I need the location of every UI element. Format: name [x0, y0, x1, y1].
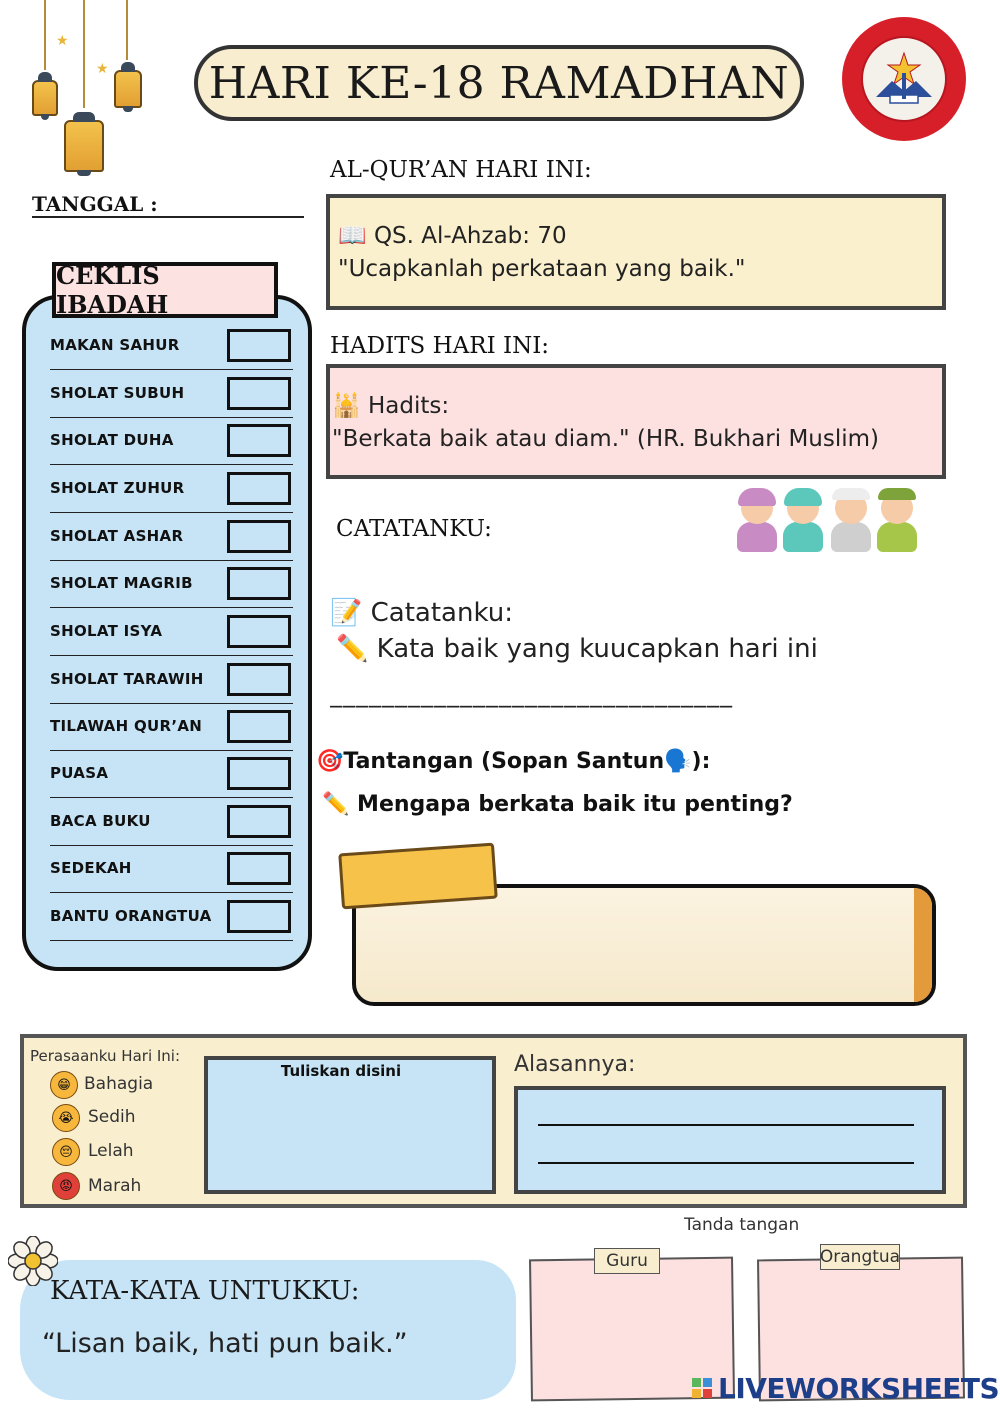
checklist-row — [50, 845, 293, 893]
checklist-item-label: SEDEKAH — [50, 859, 132, 877]
angry-face-icon[interactable]: 😡 — [52, 1172, 80, 1200]
reason-box[interactable] — [514, 1086, 946, 1194]
checklist-row — [50, 560, 293, 608]
tired-face-icon[interactable]: 😔 — [52, 1138, 80, 1166]
quran-reference: 📖 QS. Al-Ahzab: 70 — [338, 223, 567, 249]
teacher-tag: Guru — [594, 1248, 660, 1274]
checklist-row — [50, 893, 293, 941]
checklist-item-label: SHOLAT ASHAR — [50, 527, 184, 545]
checklist-checkbox[interactable] — [227, 615, 291, 648]
checklist-row — [50, 417, 293, 465]
checklist-checkbox[interactable] — [227, 520, 291, 553]
page-title: HARI KE-18 RAMADHAN — [208, 57, 790, 109]
checklist-row — [50, 322, 293, 370]
checklist-checkbox[interactable] — [227, 710, 291, 743]
date-label: TANGGAL : — [32, 192, 158, 216]
checklist-item-label: SHOLAT ZUHUR — [50, 479, 185, 497]
checklist-checkbox[interactable] — [227, 900, 291, 933]
feeling-label: Marah — [88, 1176, 142, 1196]
notes-heading: CATATANKU: — [336, 516, 492, 542]
star-icon: ★ — [96, 61, 109, 77]
feeling-label: Lelah — [88, 1141, 134, 1161]
liveworksheets-logo-icon — [692, 1378, 714, 1400]
checklist-checkbox[interactable] — [227, 805, 291, 838]
checklist-checkbox[interactable] — [227, 424, 291, 457]
hadits-heading: HADITS HARI INI: — [330, 333, 550, 359]
checklist-item-label: TILAWAH QUR’AN — [50, 717, 203, 735]
tape-decoration — [338, 843, 498, 910]
lantern-icon — [114, 70, 142, 108]
quran-box — [326, 194, 946, 310]
checklist-row — [50, 608, 293, 656]
notes-prompt: ✏️ Kata baik yang kuucapkan hari ini — [336, 634, 818, 664]
checklist-checkbox[interactable] — [227, 472, 291, 505]
checklist-checkbox[interactable] — [227, 329, 291, 362]
muslim-kids-illustration — [735, 488, 920, 554]
lantern-decoration — [28, 0, 158, 180]
checklist-item-label: SHOLAT MAGRIB — [50, 574, 193, 592]
checklist-row — [50, 656, 293, 704]
reason-label: Alasannya: — [514, 1052, 636, 1077]
lantern-icon — [64, 120, 104, 172]
checklist-row — [50, 370, 293, 418]
checklist-row — [50, 465, 293, 513]
quran-verse: "Ucapkanlah perkataan yang baik." — [338, 256, 746, 282]
checklist-checkbox[interactable] — [227, 852, 291, 885]
checklist-row — [50, 703, 293, 751]
checklist-item-label: PUASA — [50, 764, 109, 782]
crying-face-icon[interactable]: 😭 — [52, 1104, 80, 1132]
hadits-label: 🕌 Hadits: — [332, 393, 450, 419]
page-title-pill — [194, 45, 804, 121]
hadits-box — [326, 364, 946, 479]
happy-face-icon[interactable]: 😁 — [50, 1071, 78, 1099]
checklist-row — [50, 798, 293, 846]
checklist-checkbox[interactable] — [227, 663, 291, 696]
lantern-icon — [32, 80, 58, 116]
checklist-item-label: BACA BUKU — [50, 812, 151, 830]
feeling-write-label: Tuliskan disini — [280, 1062, 402, 1080]
checklist-item-label: SHOLAT SUBUH — [50, 384, 185, 402]
checklist-item-label: SHOLAT ISYA — [50, 622, 163, 640]
checklist-item-label: SHOLAT DUHA — [50, 431, 174, 449]
checklist-checkbox[interactable] — [227, 567, 291, 600]
star-icon: ★ — [56, 33, 69, 49]
words-quote: “Lisan baik, hati pun baik.” — [42, 1328, 408, 1359]
checklist-checkbox[interactable] — [227, 757, 291, 790]
challenge-title: 🎯Tantangan (Sopan Santun🗣️): — [316, 749, 711, 774]
quran-heading: AL-QUR’AN HARI INI: — [330, 157, 592, 183]
brand-text: LIVEWORKSHEETS — [718, 1372, 1000, 1405]
school-logo-icon — [842, 17, 966, 141]
notes-blank-line[interactable]: _______________________________ — [330, 680, 733, 708]
feeling-label: Bahagia — [84, 1074, 154, 1094]
checklist-title: CEKLIS IBADAH — [52, 262, 278, 318]
checklist-row — [50, 513, 293, 561]
checklist-checkbox[interactable] — [227, 377, 291, 410]
date-input-line[interactable] — [32, 216, 304, 218]
checklist-item-label: SHOLAT TARAWIH — [50, 670, 204, 688]
hadits-text: "Berkata baik atau diam." (HR. Bukhari Muslim) — [332, 426, 880, 452]
checklist-item-label: MAKAN SAHUR — [50, 336, 180, 354]
notes-label: 📝 Catatanku: — [330, 598, 513, 628]
signature-label: Tanda tangan — [684, 1215, 800, 1235]
checklist-row — [50, 750, 293, 798]
feeling-label: Sedih — [88, 1107, 136, 1127]
parent-tag: Orangtua — [820, 1244, 900, 1270]
words-title: KATA-KATA UNTUKKU: — [50, 1276, 360, 1306]
feelings-title: Perasaanku Hari Ini: — [30, 1047, 181, 1065]
checklist-item-label: BANTU ORANGTUA — [50, 907, 212, 925]
challenge-question: ✏️ Mengapa berkata baik itu penting? — [322, 792, 793, 817]
